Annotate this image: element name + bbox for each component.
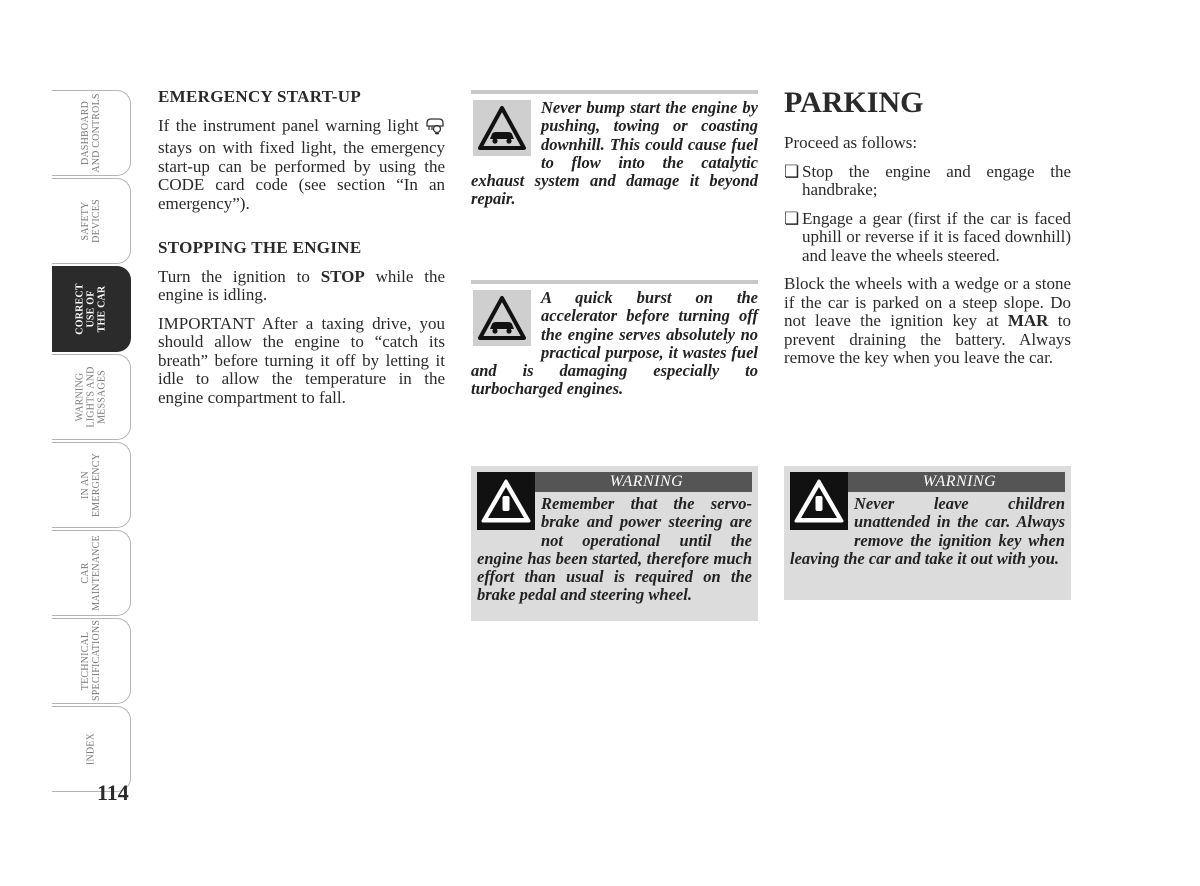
caution-box-bump-start <box>471 90 758 209</box>
paragraph-text: while the engine is idling. <box>158 266 445 304</box>
tab-warning-lights-and-messages[interactable] <box>52 354 131 440</box>
column-right <box>784 86 1071 378</box>
tab-label: SAFETY DEVICES <box>80 199 102 243</box>
tab-car-maintenance[interactable] <box>52 530 131 616</box>
tab-in-an-emergency[interactable] <box>52 442 131 528</box>
heading-stopping-the-engine: STOPPING THE ENGINE <box>158 238 362 257</box>
paragraph-stopping <box>158 268 445 305</box>
paragraph-text: If the instrument panel warning light <box>158 115 419 135</box>
list-item-text: Stop the engine and engage the handbrake; <box>802 161 1071 199</box>
tab-technical-specifications[interactable] <box>52 618 131 704</box>
warning-title: WARNING <box>477 472 752 492</box>
checkbox-bullet-icon: ❏ <box>784 208 800 228</box>
tab-dashboard-and-controls[interactable] <box>52 90 131 176</box>
tab-safety-devices[interactable] <box>52 178 131 264</box>
paragraph-text: Block the wheels with a wedge or a stone if the car is parked on a steep slope. Do not leave the ignition key at <box>784 274 1071 330</box>
caution-box-accelerator <box>471 280 758 399</box>
exclamation-triangle-icon <box>790 472 848 530</box>
tab-label: IN AN EMERGENCY <box>80 452 102 518</box>
checkbox-bullet-icon: ❏ <box>784 161 800 181</box>
warning-title: WARNING <box>790 472 1065 492</box>
caution-text: A quick burst on the accelerator before turning off the engine serves absolutely no practical purpose, it wastes fuel and is damaging especially to turbocharged engines. <box>471 288 758 399</box>
page-title: PARKING <box>784 86 924 119</box>
paragraph-important: IMPORTANT After a taxing drive, you should allow the engine to “catch its breath” before turning it off by letting it idle to allow the temperature in the engine compartment to fall. <box>158 313 445 407</box>
tab-label: WARNING LIGHTS AND MESSAGES <box>74 366 108 428</box>
tab-label: CORRECT USE OF THE CAR <box>74 283 108 335</box>
paragraph-text: Turn the ignition to <box>158 266 321 286</box>
list-item <box>784 163 1071 200</box>
tab-label: CAR MAINTENANCE <box>80 535 102 611</box>
warning-text: Remember that the servo-brake and power steering are not operational until the engine has been started, therefore much effort than usual is required on the brake pedal and steering wheel. <box>477 494 752 605</box>
keyword-stop: STOP <box>320 266 365 286</box>
paragraph-emergency-start-up <box>158 117 445 214</box>
immobilizer-key-icon <box>425 117 445 140</box>
tab-correct-use-of-the-car[interactable] <box>52 266 131 352</box>
page-number: 114 <box>97 780 129 805</box>
paragraph-block-wheels <box>784 275 1071 368</box>
column-left <box>158 88 445 417</box>
section-tabs <box>52 90 132 794</box>
heading-emergency-start-up: EMERGENCY START-UP <box>158 87 361 106</box>
list-item <box>784 210 1071 266</box>
warning-text: Never leave children unattended in the car. Always remove the ignition key when leaving the car and take it out with you. <box>790 494 1065 568</box>
caution-text: Never bump start the engine by pushing, towing or coasting downhill. This could cause fuel to flow into the catalytic exhaust system and damage it beyond repair. <box>471 98 758 209</box>
paragraph-text: stays on with fixed light, the emergency start-up can be performed by using the CODE card code (see section “In an emergency”). <box>158 138 445 213</box>
list-item-text: Engage a gear (first if the car is faced uphill or reverse if it is faced downhill) and leave the wheels steered. <box>802 208 1071 265</box>
paragraph-text: to prevent draining the battery. Always remove the key when you leave the car. <box>784 311 1071 367</box>
car-caution-triangle-icon <box>473 290 531 346</box>
keyword-mar: MAR <box>1007 311 1049 330</box>
tab-label: TECHNICAL SPECIFICATIONS <box>80 619 102 701</box>
exclamation-triangle-icon <box>477 472 535 530</box>
car-caution-triangle-icon <box>473 100 531 156</box>
tab-label: DASHBOARD AND CONTROLS <box>80 93 102 173</box>
tab-label: INDEX <box>85 732 97 766</box>
paragraph-intro: Proceed as follows: <box>784 133 918 152</box>
warning-box-children <box>784 466 1071 600</box>
warning-box-servo-brake <box>471 466 758 621</box>
